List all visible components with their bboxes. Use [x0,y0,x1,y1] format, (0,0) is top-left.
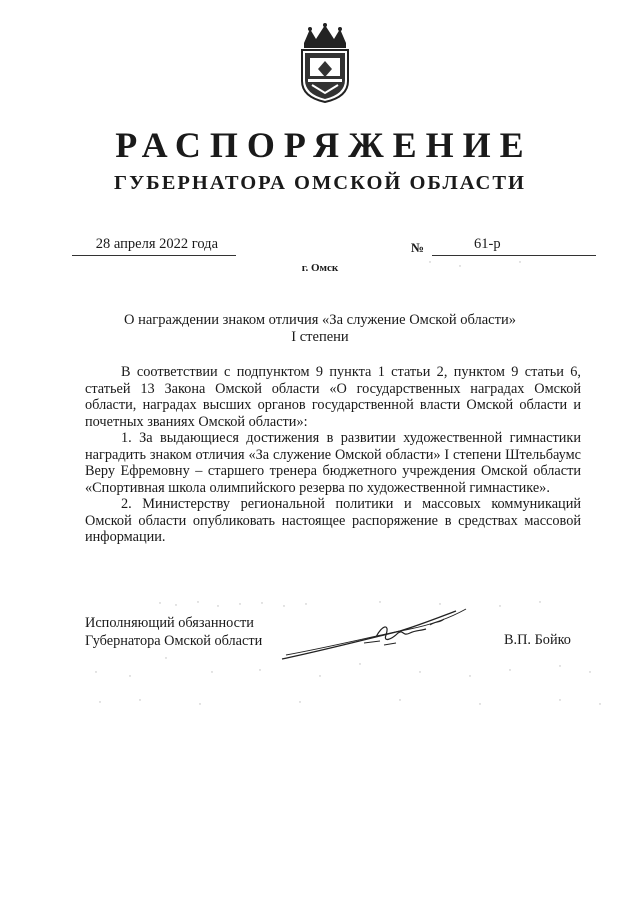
body-paragraph-preamble: В соответствии с подпунктом 9 пункта 1 статьи 2, пунктом 9 статьи 6, статьей 13 Закона Омской области «О государственных наградах Омской области, наградах высших органов государственной власти Омской области и почетных званиях Омской области»: [85,364,581,430]
signatory-name: В.П. Бойко [504,632,571,648]
subject-line-2: I степени [291,329,349,345]
signatory-position [85,614,262,650]
signatory-position-line-2: Губернатора Омской области [85,633,263,649]
document-subject [0,312,640,346]
subject-line-1: О награждении знаком отличия «За служение Омской области» [124,312,516,328]
document-number: 61-р [432,236,596,256]
document-title: РАСПОРЯЖЕНИЕ [115,125,533,165]
document-city: г. Омск [301,262,339,274]
signatory-position-line-1: Исполняющий обязанности [85,615,254,631]
number-sign: № [411,240,425,255]
handwritten-signature [280,603,470,663]
document-subtitle: ГУБЕРНАТОРА ОМСКОЙ ОБЛАСТИ [114,172,526,194]
document-date: 28 апреля 2022 года [72,236,236,256]
body-paragraph-2: 2. Министерству региональной политики и массовых коммуникаций Омской области опубликовать настоящее распоряжение в средствах массовой информации. [85,496,581,545]
body-paragraph-1: 1. За выдающиеся достижения в развитии художественной гимнастики наградить знаком отличия «За служение Омской области» I степени Штельбаумс Веру Ефремовну – старшего тренера бюджетного учреждения Омской области «Спортивная школа олимпийского резерва по художественной гимнастике». [85,430,581,496]
omsk-coat-of-arms-icon [296,23,354,103]
document-body [85,364,581,546]
